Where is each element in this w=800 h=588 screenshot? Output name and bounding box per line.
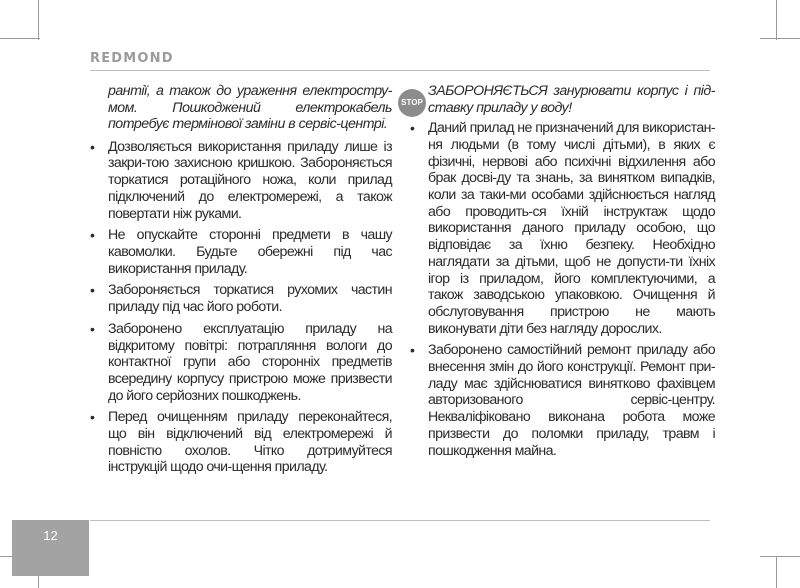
- bullet-icon: •: [90, 282, 95, 299]
- crop-mark-top-right-h: [760, 38, 800, 39]
- crop-mark-top-left-h: [0, 38, 40, 39]
- list-item: • Не опускайте сторонні предмети в чашу кавомолки. Будьте обережні під час використання приладу.: [90, 227, 392, 277]
- bullet-icon: •: [90, 409, 95, 426]
- right-column: [401, 83, 715, 464]
- bullet-icon: •: [90, 138, 95, 155]
- bullet-icon: •: [410, 342, 415, 359]
- stop-icon: STOP: [398, 89, 426, 117]
- list-item: • Заборонено експлуатацію приладу на відкритому повітрі: потрапляння вологи до контактної групи або сторонніх предметів всередину корпусу пристрою може призвести до його серйозних пошкоджень.: [90, 320, 392, 404]
- crop-mark-top-right-v: [776, 0, 777, 40]
- stop-text: ЗАБОРОНЯЄТЬСЯ занурювати корпус і під-ставку приладу у воду!: [428, 83, 715, 116]
- page-number: 12: [43, 528, 58, 543]
- left-list: [90, 139, 392, 476]
- right-list: [410, 120, 715, 459]
- bullet-icon: •: [90, 227, 95, 244]
- page-number-box: [12, 520, 89, 576]
- crop-mark-bottom-right-v: [776, 556, 777, 588]
- footer-rule: [90, 520, 710, 521]
- left-column: [90, 83, 392, 481]
- brand-logo: REDMOND: [90, 51, 174, 66]
- list-item: • Даний прилад не призначений для використан-ня людьми (в тому числі дітьми), в яких є фізичні, нервові або психічні відхилення або брак досві-ду та знань, за винятком випадків, коли за таки-ми особами здійснюється нагляд або проводить-ся їхній інструктаж щодо використання даного приладу особою, що відповідає за їхню безпеку. Необхідно наглядати за дітьми, щоб не допусти-ти їхніх ігор із приладом, його комплектуючими, а також заводською упаковкою. Очищення й обслуговування пристрою не мають виконувати діти без нагляду дорослих.: [410, 120, 715, 337]
- bullet-icon: •: [90, 320, 95, 337]
- list-item: • Дозволяється використання приладу лише із закри-тою захисною кришкою. Забороняється торкатися ротаційного ножа, коли прилад підключений до електромережі, а також повертати ніж руками.: [90, 138, 392, 222]
- header-rule: [90, 70, 710, 71]
- crop-mark-bottom-right-h: [760, 556, 800, 557]
- list-item: • Заборонено самостійний ремонт приладу або внесення змін до його конструкції. Ремонт при-ладу має здійснюватися винятково фахівцем авторизованого сервіс-центру. Некваліфіковано виконана робота може призвести до поломки приладу, травм і пошкодження майна.: [410, 342, 715, 459]
- list-item: • Перед очищенням приладу переконайтеся, що він відключений від електромережі й повністю охолов. Чітко дотримуйтеся інструкцій щодо очи-щення приладу.: [90, 409, 392, 476]
- crop-mark-bottom-left-h: [0, 556, 12, 557]
- bullet-icon: •: [410, 120, 415, 137]
- crop-mark-top-left-v: [38, 0, 39, 40]
- stop-warning: [401, 83, 715, 116]
- lead-text: рантії, а також до ураження електростру-мом. Пошкоджений електрокабель потребує термінової заміни в сервіс-центрі.: [108, 83, 392, 133]
- list-item: • Забороняється торкатися рухомих частин приладу під час його роботи.: [90, 282, 392, 316]
